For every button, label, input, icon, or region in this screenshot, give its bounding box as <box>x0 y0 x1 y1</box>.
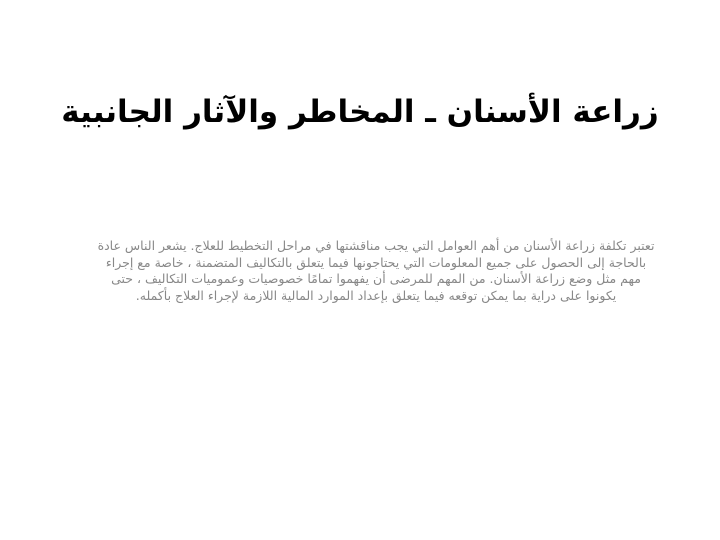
slide-title: زراعة الأسنان ـ المخاطر والآثار الجانبية <box>61 94 659 130</box>
slide-body-text: تعتبر تكلفة زراعة الأسنان من أهم العوامل التي يجب مناقشتها في مراحل التخطيط للعلاج. يشعر الناس عادة بالحاجة إلى الحصول على جميع المعلومات التي يحتاجونها فيما يتعلق بالتكاليف المتضمنة ، خاصة مع إجراء مهم مثل وضع زراعة الأسنان. من المهم للمرضى أن يفهموا تمامًا خصوصيات وعموميات التكاليف ، حتى يكونوا على دراية بما يمكن توقعه فيما يتعلق بإعداد الموارد المالية اللازمة لإجراء العلاج بأكمله. <box>97 238 655 303</box>
